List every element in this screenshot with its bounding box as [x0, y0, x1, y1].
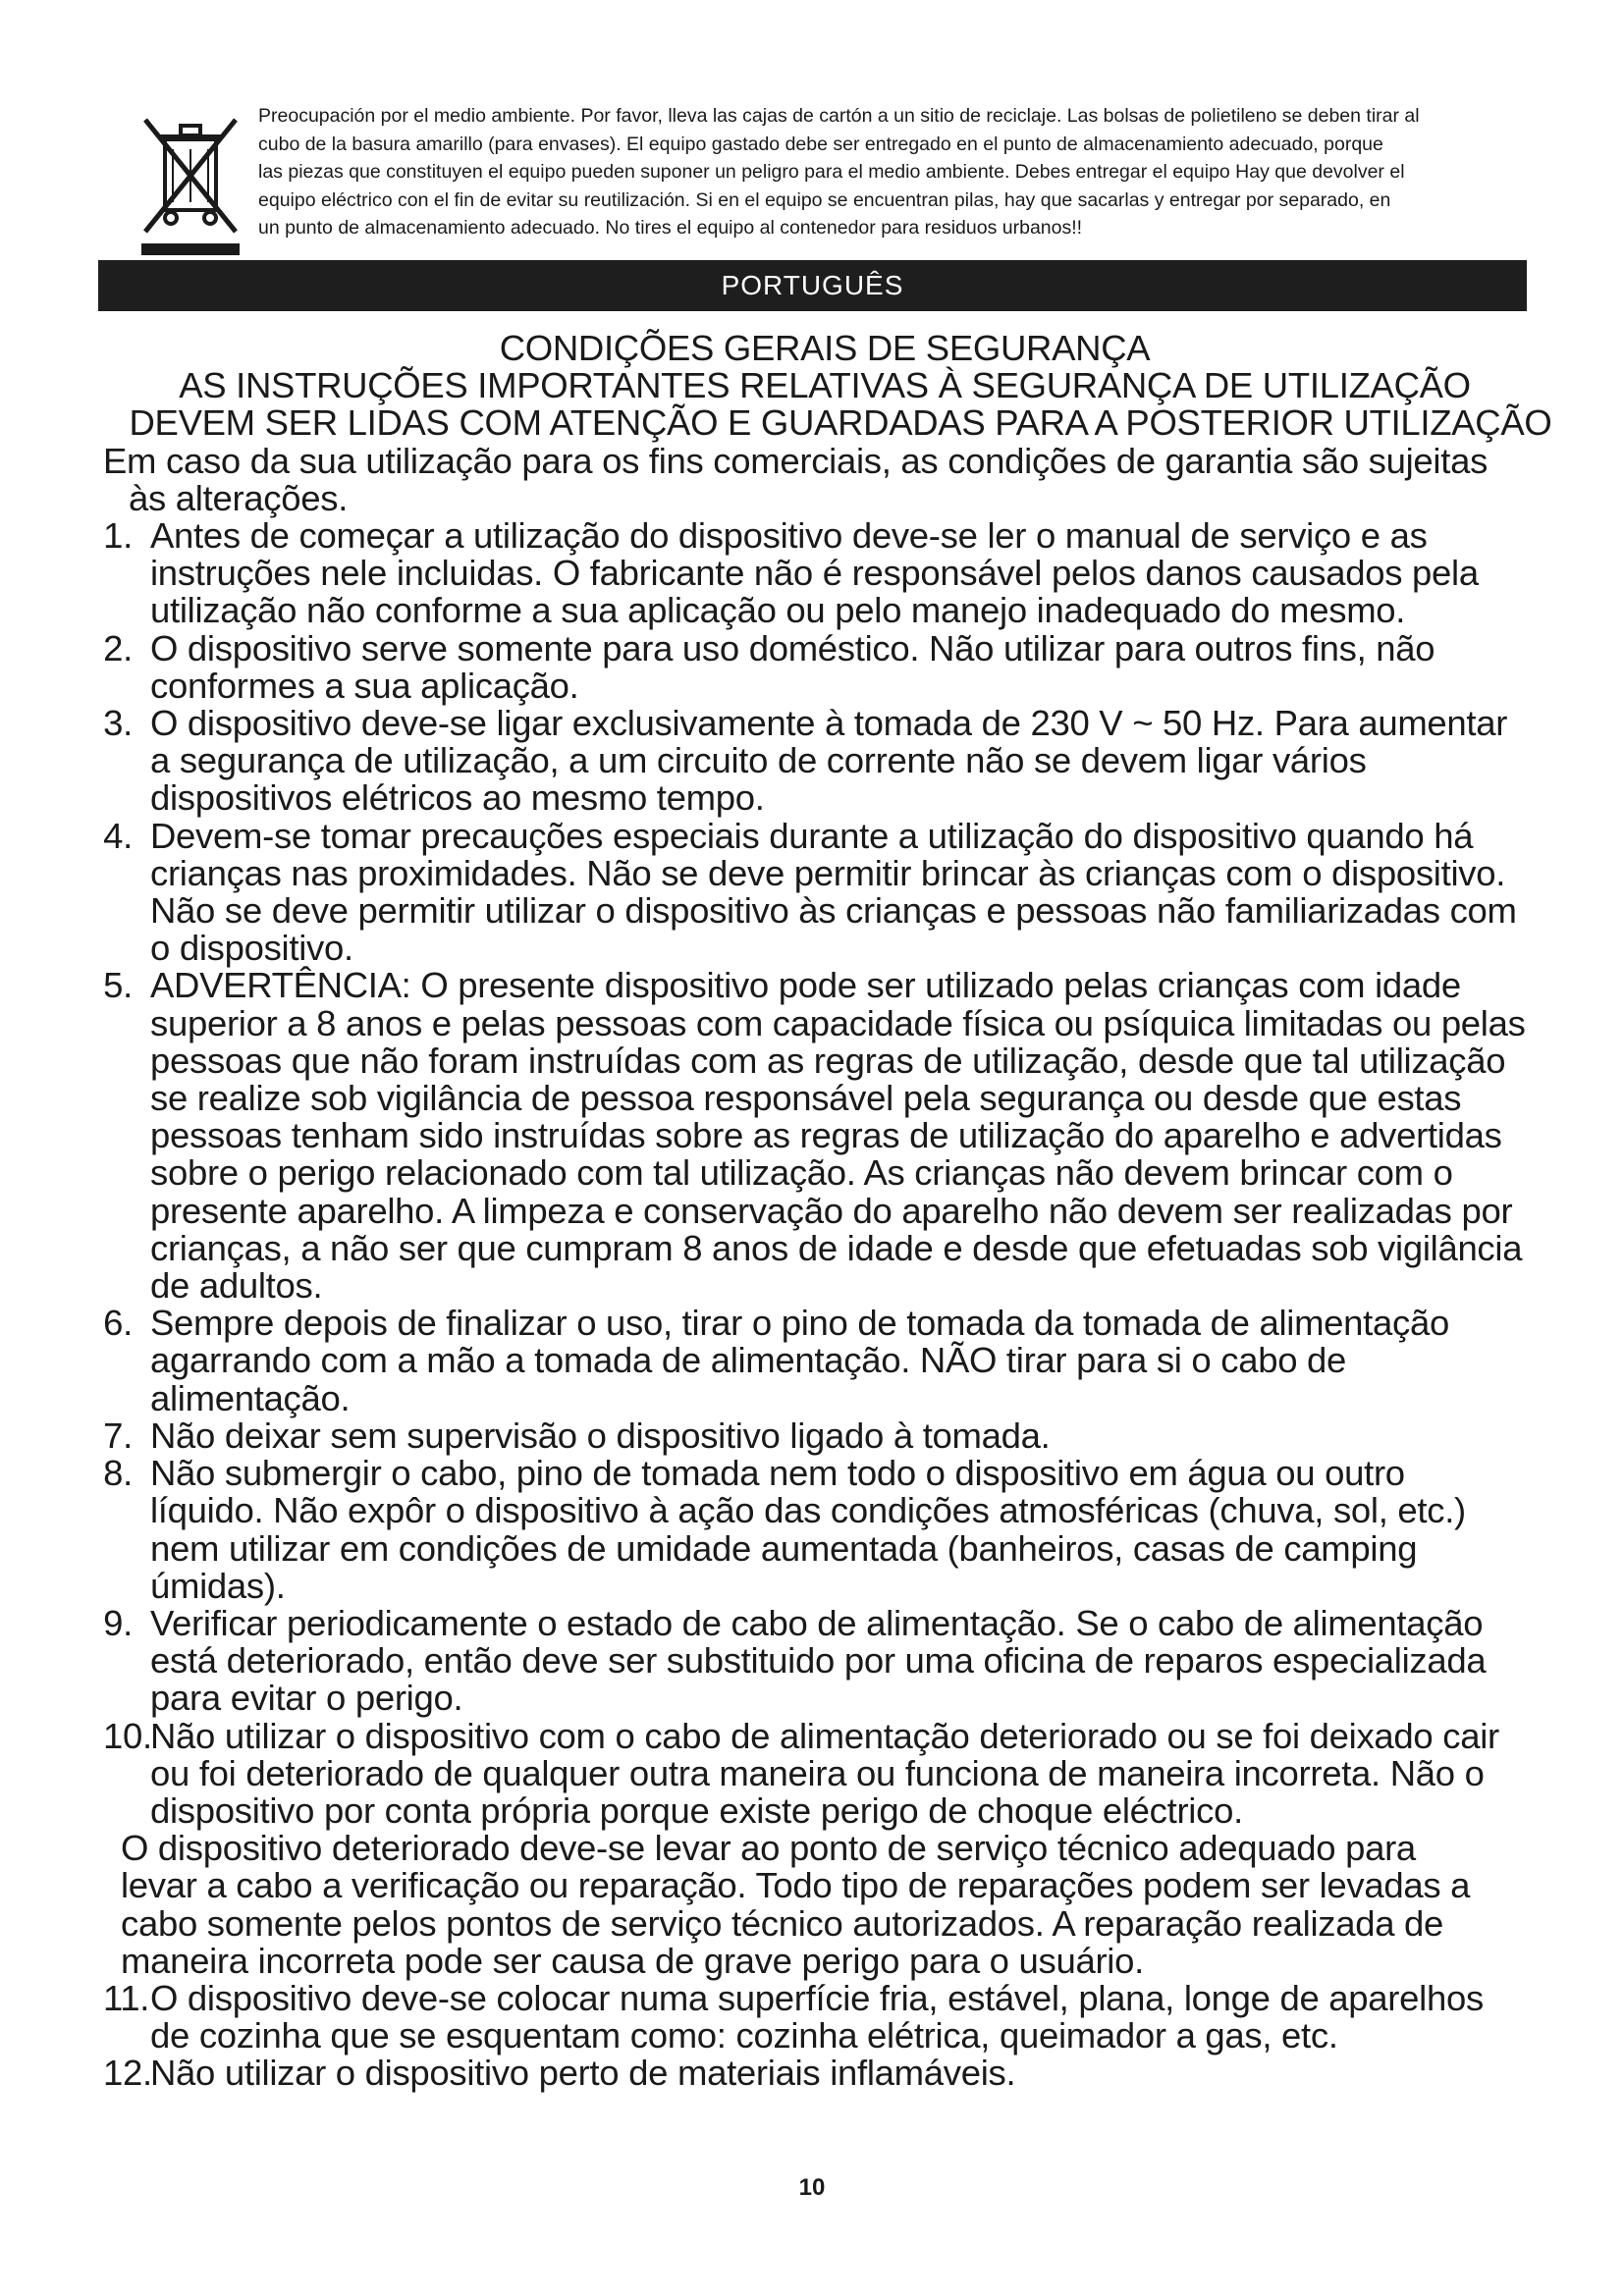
intro-paragraph [103, 440, 1546, 518]
item-text [148, 2055, 1546, 2092]
item-line: nem utilizar em condições de umidade aumentada (banheiros, casas de camping [150, 1527, 1418, 1569]
item-number: 4. [103, 815, 133, 856]
instruction-item [103, 1417, 1546, 1455]
item-line: Verificar periodicamente o estado de cabo de alimentação. Se o cabo de alimentação [150, 1602, 1484, 1643]
page-number: 10 [798, 2174, 826, 2201]
heading-line: AS INSTRUÇÕES IMPORTANTES RELATIVAS À SEGURANÇA DE UTILIZAÇÃO [179, 365, 1471, 406]
item-line: Não utilizar o dispositivo perto de materiais inflamáveis. [150, 2053, 1016, 2094]
instruction-item [103, 1977, 1546, 2056]
safety-instructions [103, 328, 1552, 2094]
item-line: crianças nas proximidades. Não se deve permitir brincar às crianças com o dispositivo. [150, 852, 1506, 893]
item-text [133, 1305, 1546, 1417]
item-line: pessoas que não foram instruídas com as regras de utilização, desde que tal utilização [150, 1040, 1506, 1081]
item-number: 2. [103, 627, 133, 668]
item-line: dispositivos elétricos ao mesmo tempo. [150, 777, 765, 819]
item-number: 10. [103, 1715, 152, 1756]
item-number: 3. [103, 703, 133, 744]
item-line: dispositivo por conta própria porque existe perigo de choque eléctrico. [150, 1789, 1243, 1831]
eco-line: equipo eléctrico con el fin de evitar su reutilización. Si en el equipo se encuentran pilas, hay que sacarlas y entregar por separado, en [258, 188, 1391, 211]
intro-line: às alterações. [129, 477, 349, 518]
eco-line: las piezas que constituyen el equipo pueden suponer un peligro para el medio ambiente. Debes entregar el equipo Hay que devolver el [258, 161, 1405, 184]
heading [103, 328, 1552, 444]
item-line: ou foi deteriorado de qualquer outra maneira ou funciona de maneira incorreta. Não o [150, 1752, 1485, 1793]
item-line: Não submergir o cabo, pino de tomada nem todo o dispositivo em água ou outro [150, 1453, 1405, 1494]
item-line: cabo somente pelos pontos de serviço técnico autorizados. A reparação realizada de [121, 1902, 1444, 1944]
item-line: instruções nele incluidas. O fabricante não é responsável pelos danos causados pela [150, 553, 1479, 594]
item-number: 9. [103, 1602, 133, 1643]
item-line: O dispositivo deve-se colocar numa superfície fria, estável, plana, longe de aparelhos [150, 1977, 1484, 2018]
item-line: O dispositivo serve somente para uso doméstico. Não utilizar para outros fins, não [150, 627, 1435, 668]
environmental-notice [98, 102, 1532, 259]
item-number: 7. [103, 1415, 133, 1456]
item-text [133, 705, 1546, 818]
section-title-bar: PORTUGUÊS [98, 260, 1527, 311]
item-line: para evitar o perigo. [150, 1678, 463, 1719]
eco-line: cubo de la basura amarillo (para envases). El equipo gastado debe ser entregado en el punto de almacenamiento adecuado, porque [258, 133, 1383, 155]
item-line: Antes de começar a utilização do dispositivo deve-se ler o manual de serviço e as [150, 515, 1428, 557]
item-text [133, 517, 1546, 630]
item-number: 1. [103, 515, 133, 557]
environmental-notice-text [258, 102, 1535, 242]
item-line: Não utilizar o dispositivo com o cabo de alimentação deteriorado ou se foi deixado cair [150, 1715, 1499, 1756]
item-line: alimentação. [150, 1377, 351, 1418]
instruction-item [103, 815, 1546, 969]
item-line: O dispositivo deteriorado deve-se levar ao ponto de serviço técnico adequado para [121, 1828, 1416, 1869]
item-line: de adultos. [150, 1265, 323, 1307]
item-text [133, 1417, 1546, 1455]
item-line: pessoas tenham sido instruídas sobre as regras de utilização do aparelho e advertidas [150, 1115, 1502, 1156]
instruction-item [103, 1305, 1546, 1417]
item-text [133, 815, 1546, 969]
item-line: crianças, a não ser que cumpram 8 anos de idade e desde que efetuadas sob vigilância [150, 1227, 1523, 1268]
heading-line: CONDIÇÕES GERAIS DE SEGURANÇA [499, 328, 1151, 368]
item-line: utilização não conforme a sua aplicação ou pelo manejo inadequado do mesmo. [150, 590, 1406, 631]
instruction-item [103, 2055, 1546, 2092]
item-line: Sempre depois de finalizar o uso, tirar o pino de tomada da tomada de alimentação [150, 1303, 1449, 1344]
item-line: levar a cabo a verificação ou reparação. Todo tipo de reparações podem ser levadas a [121, 1865, 1471, 1906]
item-line: agarrando com a mão a tomada de alimentação. NÃO tirar para si o cabo de [150, 1340, 1347, 1381]
heading-line: DEVEM SER LIDAS COM ATENÇÃO E GUARDADAS PARA A POSTERIOR UTILIZAÇÃO [129, 402, 1552, 444]
item-line: Não se deve permitir utilizar o dispositivo às crianças e pessoas não familiarizadas com [150, 890, 1517, 932]
item-line: sobre o perigo relacionado com tal utilização. As crianças não devem brincar com o [150, 1152, 1453, 1194]
item-line: presente aparelho. A limpeza e conservação do aparelho não devem ser realizadas por [150, 1190, 1513, 1231]
item-line: se realize sob vigilância de pessoa responsável pela segurança ou desde que estas [150, 1078, 1462, 1119]
item-text [133, 627, 1546, 706]
item-text [133, 1455, 1546, 1605]
instruction-item [103, 1455, 1546, 1605]
eco-line: Preocupación por el medio ambiente. Por favor, lleva las cajas de cartón a un sitio de reciclaje. Las bolsas de polietileno se deben tirar al [258, 105, 1420, 127]
instruction-item [103, 967, 1546, 1305]
item-line: ADVERTÊNCIA: O presente dispositivo pode ser utilizado pelas crianças com idade [150, 965, 1461, 1006]
instruction-item [103, 517, 1546, 630]
item-number: 11. [103, 1977, 150, 2018]
instruction-item [103, 1602, 1546, 1719]
item-line: O dispositivo deve-se ligar exclusivamente à tomada de 230 V ~ 50 Hz. Para aumentar [150, 703, 1508, 744]
eco-line: un punto de almacenamiento adecuado. No tires el equipo al contenedor para residuos urbanos!! [258, 217, 1083, 240]
item-line: superior a 8 anos e pelas pessoas com capacidade física ou psíquica limitadas ou pelas [150, 1002, 1526, 1043]
instruction-item [103, 627, 1546, 706]
item-line: conformes a sua aplicação. [150, 665, 579, 706]
instruction-item [103, 1715, 1546, 1831]
item-text [148, 1715, 1546, 1831]
item-number: 5. [103, 965, 133, 1006]
item-line: a segurança de utilização, a um circuito de corrente não se devem ligar vários [150, 740, 1367, 781]
crossed-out-wheelie-bin-icon [137, 110, 245, 259]
item-number: 6. [103, 1303, 133, 1344]
item-text [133, 967, 1546, 1305]
item-text [148, 1977, 1546, 2056]
item-line: o dispositivo. [150, 928, 353, 969]
item-number: 12. [103, 2053, 152, 2094]
instruction-item [103, 705, 1546, 818]
intro-line: Em caso da sua utilização para os fins comerciais, as condições de garantia são sujeitas [103, 440, 1489, 481]
item-line: Devem-se tomar precauções especiais durante a utilização do dispositivo quando há [150, 815, 1474, 856]
instruction-list [103, 517, 1546, 2093]
instruction-item [103, 1830, 1546, 1980]
item-text [103, 1830, 1546, 1980]
item-line: está deteriorado, então deve ser substituido por uma oficina de reparos especializada [150, 1640, 1487, 1682]
item-number: 8. [103, 1453, 133, 1494]
item-line: de cozinha que se esquentam como: cozinha elétrica, queimador a gas, etc. [150, 2015, 1338, 2056]
item-line: Não deixar sem supervisão o dispositivo ligado à tomada. [150, 1415, 1051, 1456]
item-line: úmidas). [150, 1565, 286, 1606]
item-line: maneira incorreta pode ser causa de grave perigo para o usuário. [121, 1940, 1144, 1981]
item-line: líquido. Não expôr o dispositivo à ação das condições atmosféricas (chuva, sol, etc.) [150, 1490, 1466, 1531]
item-text [133, 1602, 1546, 1719]
